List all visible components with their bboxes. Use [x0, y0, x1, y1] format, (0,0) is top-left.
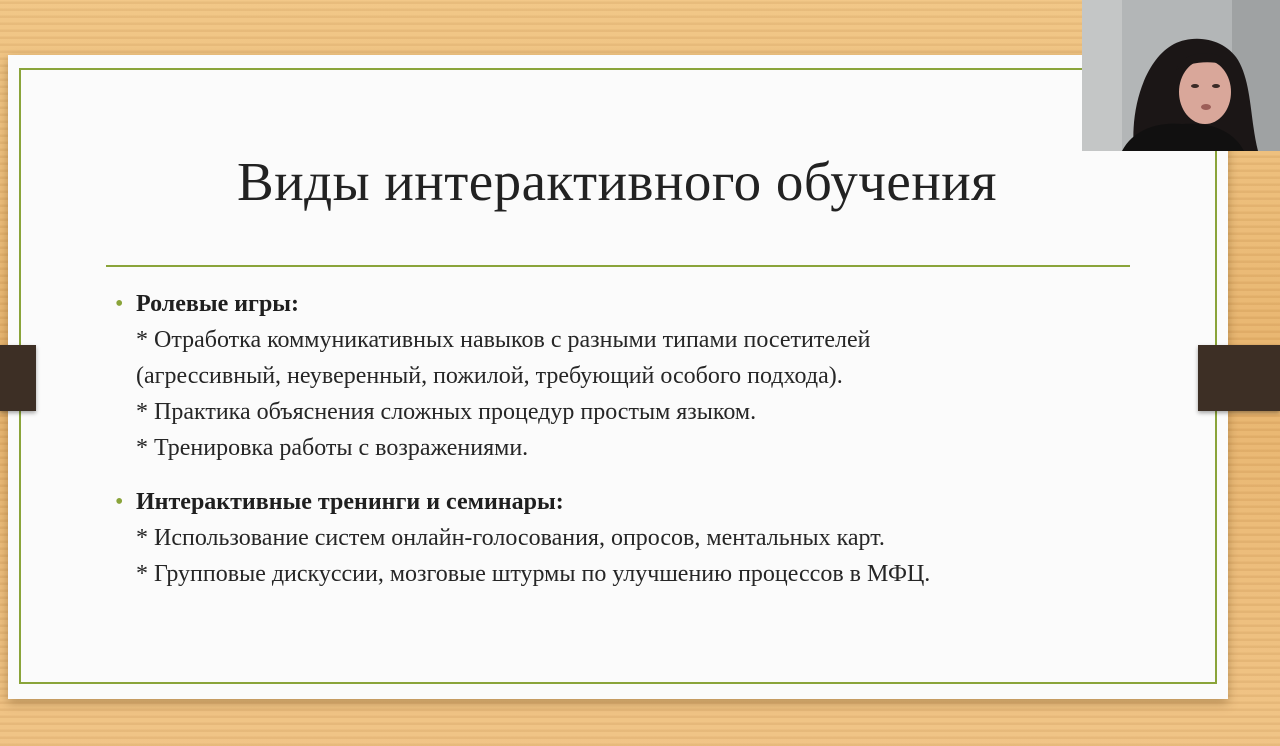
- decorative-strap-right: [1198, 345, 1280, 411]
- webcam-video-feed[interactable]: [1082, 0, 1280, 151]
- slide-title: Виды интерактивного обучения: [237, 151, 997, 212]
- section-heading: Ролевые игры:: [136, 291, 300, 317]
- slide-content: [115, 286, 1125, 592]
- participant-video-icon: [1082, 0, 1280, 151]
- section-line: * Тренировка работы с возражениями.: [136, 435, 529, 461]
- section-line: * Практика объяснения сложных процедур простым языком.: [136, 399, 757, 425]
- section-line: * Использование систем онлайн-голосования, опросов, ментальных карт.: [136, 525, 885, 551]
- section-role-games: [115, 286, 1125, 466]
- section-line: (агрессивный, неуверенный, пожилой, требующий особого подхода).: [136, 363, 843, 389]
- section-line: * Групповые дискуссии, мозговые штурмы по улучшению процессов в МФЦ.: [136, 561, 931, 587]
- decorative-strap-left: [0, 345, 36, 411]
- title-divider: [106, 265, 1130, 267]
- section-heading: Интерактивные тренинги и семинары:: [136, 489, 564, 515]
- bullet-icon: •: [115, 291, 124, 317]
- bullet-icon: •: [115, 489, 124, 515]
- section-interactive-trainings: [115, 484, 1125, 592]
- section-line: * Отработка коммуникативных навыков с разными типами посетителей: [136, 327, 871, 353]
